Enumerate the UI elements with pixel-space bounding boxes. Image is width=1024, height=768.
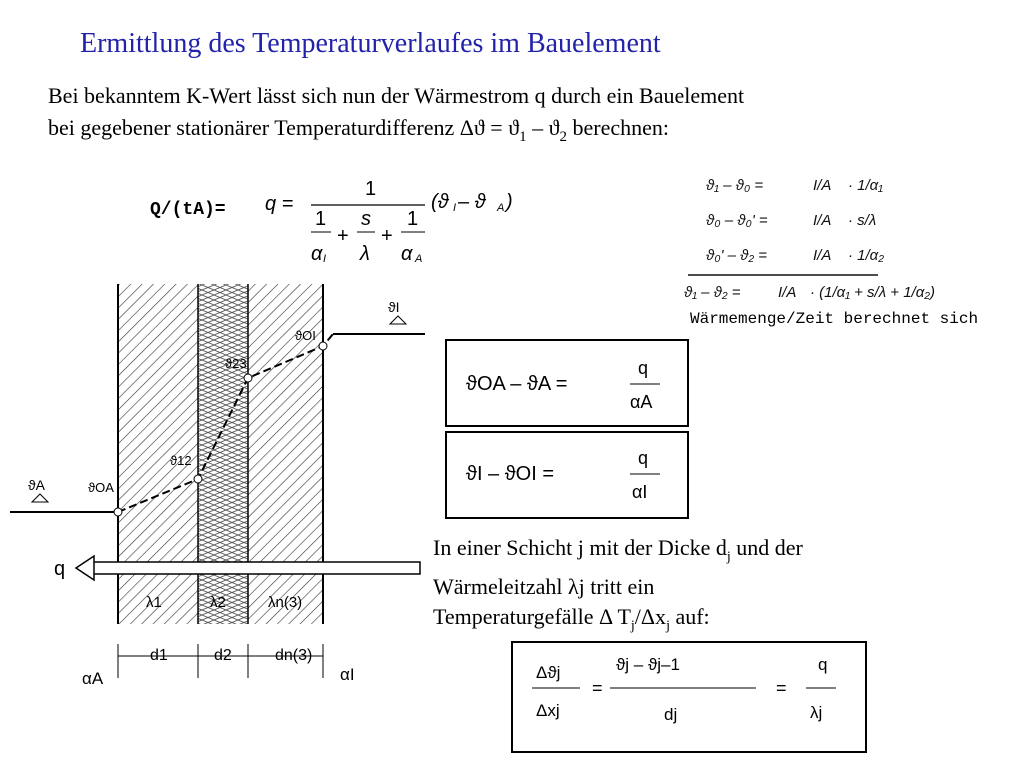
formula-theta-i-sub: I xyxy=(453,202,457,214)
formula-den-one-2: 1 xyxy=(407,208,419,230)
intro-line-2 xyxy=(48,112,988,147)
label-theta-a: ϑA xyxy=(28,477,45,493)
hand-line-3-mid: I/A xyxy=(813,247,832,264)
layer-text-d: /Δx xyxy=(634,604,667,630)
box-2-num: q xyxy=(638,448,649,468)
box-3-rhs-den: λj xyxy=(810,703,823,722)
handwritten-derivation xyxy=(678,165,978,310)
formula-den-alpha-i-sub: I xyxy=(323,253,327,265)
node-oa xyxy=(114,508,122,516)
layer-text-line-1 xyxy=(433,533,993,572)
formula-den-alpha-a-sub: A xyxy=(415,253,423,265)
label-alpha-a: αA xyxy=(82,669,104,688)
hand-sum-rhs: · (1/α₁ + s/λ + 1/α₂) xyxy=(810,284,935,301)
layer-text-d-sub: j xyxy=(666,618,670,634)
inside-level-marker xyxy=(390,316,406,324)
formula-paren-open: (ϑ xyxy=(431,191,449,213)
box-3-eq-2: = xyxy=(776,678,787,698)
formula-den-one-1: 1 xyxy=(315,208,327,230)
box-3-mid-den: dj xyxy=(664,705,678,724)
hand-line-2-rhs: · s/λ xyxy=(848,212,877,229)
formula-lhs: q = xyxy=(265,193,294,215)
layer-text-e: auf: xyxy=(669,604,710,630)
hand-line-1-mid: I/A xyxy=(813,177,832,194)
formula-den-plus-1: + xyxy=(337,225,349,247)
box-2-den: αI xyxy=(632,482,648,502)
layer-text-c: Temperaturgefälle Δ T xyxy=(433,604,631,630)
node-oi xyxy=(319,342,327,350)
layer-text-a-sub: j xyxy=(726,549,731,565)
label-lambda-2: λ2 xyxy=(210,594,226,611)
node-12 xyxy=(194,475,202,483)
q-label: Q/(tA)= xyxy=(150,200,226,220)
layer-text-b: und der xyxy=(730,535,803,560)
hand-line-1-rhs: · 1/α₁ xyxy=(848,177,883,194)
box-3-mid-num: ϑj – ϑj–1 xyxy=(616,655,680,674)
box-3-rhs-num: q xyxy=(818,655,828,674)
label-lambda-1: λ1 xyxy=(146,594,162,611)
label-theta-oa: ϑOA xyxy=(88,480,114,495)
formula-den-alpha-i: α xyxy=(311,243,323,265)
intro-line-1: Bei bekanntem K-Wert lässt sich nun der Wärmestrom q durch ein Bauelement xyxy=(48,83,745,108)
layer-text-c-sub: j xyxy=(630,618,635,634)
hand-sum-lhs: ϑ₁ – ϑ₂ = xyxy=(684,284,741,301)
layer-text-line-3 xyxy=(433,602,993,641)
intro-line-2c: berechnen: xyxy=(567,115,670,140)
gradient-equation xyxy=(510,640,870,755)
intro-text xyxy=(48,80,988,147)
label-d1: d1 xyxy=(150,647,168,664)
label-d3: dn(3) xyxy=(275,647,313,664)
box-1-lhs: ϑOA – ϑA = xyxy=(466,373,568,395)
wall-diagram xyxy=(10,280,430,705)
label-theta-12: ϑ12 xyxy=(170,453,192,468)
hand-line-3-lhs: ϑ₀' – ϑ₂ = xyxy=(706,247,768,264)
formula-den-lambda: λ xyxy=(360,243,370,265)
outside-level-marker xyxy=(32,494,48,502)
formula-paren-close: ) xyxy=(506,191,513,213)
hand-sum-mid: I/A xyxy=(778,284,797,301)
label-theta-i: ϑI xyxy=(388,299,400,315)
box-2-lhs: ϑI – ϑOI = xyxy=(466,463,555,485)
formula-theta-a-sub: A xyxy=(497,202,505,214)
hand-line-3-rhs: · 1/α₂ xyxy=(848,247,884,264)
node-23 xyxy=(244,374,252,382)
formula-den-alpha-a: α xyxy=(401,243,413,265)
hand-line-1-lhs: ϑ₁ – ϑ₀ = xyxy=(706,177,764,194)
box-3-frame xyxy=(512,642,866,752)
surface-equations xyxy=(432,338,694,523)
intro-line-2b: – ϑ xyxy=(526,115,560,140)
box-3-lhs-num: Δϑj xyxy=(536,663,561,682)
heat-flow-arrow-body xyxy=(90,562,420,574)
heat-flow-formula xyxy=(265,170,535,270)
formula-den-plus-2: + xyxy=(381,225,393,247)
intro-sub-2: 2 xyxy=(559,129,568,145)
box-1-num: q xyxy=(638,358,649,378)
slide-title: Ermittlung des Temperaturverlaufes im Bauelement xyxy=(80,28,661,59)
hand-caption: Wärmemenge/Zeit berechnet sich xyxy=(690,310,979,328)
formula-minus: – ϑ xyxy=(458,191,486,213)
label-d2: d2 xyxy=(214,647,232,664)
formula-den-s: s xyxy=(361,208,371,230)
intro-sub-1: 1 xyxy=(519,129,527,145)
formula-numerator: 1 xyxy=(365,178,377,200)
hand-line-2-mid: I/A xyxy=(813,212,832,229)
label-alpha-i: αI xyxy=(340,665,355,684)
heat-flow-arrow-head xyxy=(76,556,94,580)
label-theta-23: ϑ23 xyxy=(225,356,247,371)
layer-text-a: In einer Schicht j mit der Dicke d xyxy=(433,535,727,560)
intro-line-2a: bei gegebener stationärer Temperaturdifferenz Δϑ = ϑ xyxy=(48,115,520,140)
box-1-den: αA xyxy=(630,392,653,412)
label-lambda-3: λn(3) xyxy=(268,594,303,611)
hand-line-2-lhs: ϑ₀ – ϑ₀' = xyxy=(706,212,768,229)
layer-gradient-text xyxy=(433,533,993,642)
label-theta-oi: ϑOI xyxy=(295,328,316,343)
box-3-lhs-den: Δxj xyxy=(536,701,560,720)
layer-text-line-2: Wärmeleitzahl λj tritt ein xyxy=(433,574,655,600)
box-3-eq-1: = xyxy=(592,678,603,698)
label-q: q xyxy=(54,558,66,580)
